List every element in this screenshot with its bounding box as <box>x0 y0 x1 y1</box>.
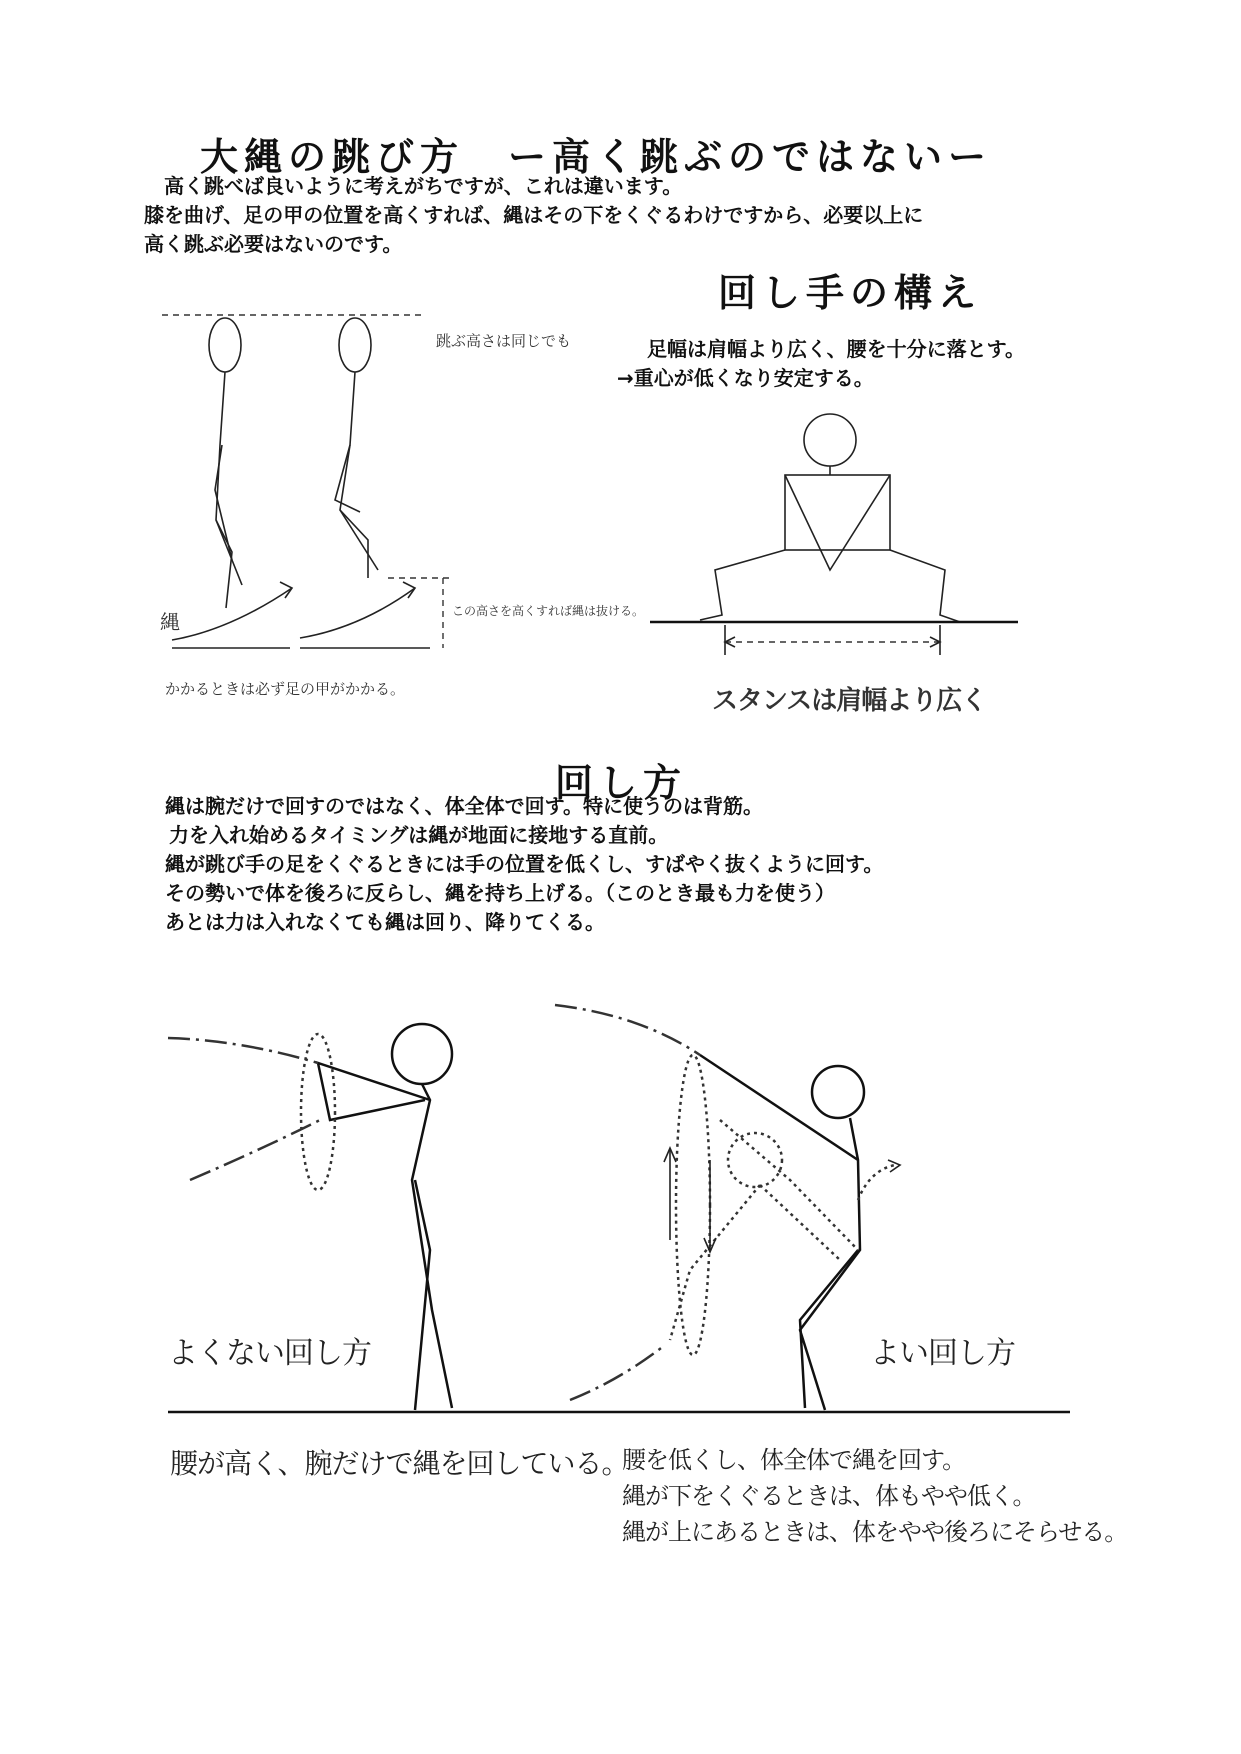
bad-caption: 腰が高く、腕だけで縄を回している。 <box>170 1447 629 1480</box>
section1-title: 大縄の跳び方 ー高く跳ぶのではないー <box>200 134 993 179</box>
bad-label: よくない回し方 <box>168 1336 371 1371</box>
section3-line: 縄は腕だけで回すのではなく、体全体で回す。特に使うのは背筋。 <box>165 794 763 818</box>
good-turner-figure <box>700 1055 864 1410</box>
ghost-head-circle <box>728 1133 782 1187</box>
rope-upper-good <box>555 1005 700 1055</box>
section3-line: 縄が跳び手の足をくぐるときには手の位置を低くし、すばやく抜くように回す。 <box>165 852 884 876</box>
rope-upper-bad <box>168 1038 318 1063</box>
section1-line: 膝を曲げ、足の甲の位置を高くすれば、縄はその下をくぐるわけですから、必要以上に <box>144 203 924 227</box>
section3-line: その勢いで体を後ろに反らし、縄を持ち上げる。（このとき最も力を使う） <box>165 881 835 905</box>
same-height-label: 跳ぶ高さは同じでも <box>436 332 572 350</box>
section3-title: 回し方 <box>555 760 688 805</box>
section1-line: 高く跳ぶ必要はないのです。 <box>144 232 403 256</box>
caught-label: かかるときは必ず足の甲がかかる。 <box>165 680 406 698</box>
section3-line: あとは力は入れなくても縄は回り、降りてくる。 <box>165 910 605 934</box>
good-caption <box>622 1442 1127 1550</box>
section1-line: 高く跳べば良いように考えがちですが、これは違います。 <box>144 174 683 198</box>
good-label: よい回し方 <box>870 1336 1015 1371</box>
section2-line: 足幅は肩幅より広く、腰を十分に落とす。 <box>647 337 1025 361</box>
rope-label: 縄 <box>160 610 180 634</box>
rope-orbit-good <box>676 1055 710 1355</box>
lean-back-arrow <box>858 1165 895 1200</box>
good-caption-line: 腰を低くし、体全体で縄を回す。 <box>622 1446 966 1474</box>
section2-line: →重心が低くなり安定する。 <box>617 366 874 390</box>
section3-line: 力を入れ始めるタイミングは縄が地面に接地する直前。 <box>169 823 669 847</box>
section2-title: 回し手の構え <box>718 270 983 315</box>
rope-lower-good <box>570 1345 665 1400</box>
good-caption-line: 縄が下をくぐるときは、体もやや低く。 <box>622 1482 1036 1510</box>
height-label: この高さを高くすれば縄は抜ける。 <box>452 604 645 618</box>
rope-orbit-bad <box>301 1034 335 1190</box>
good-caption-line: 縄が上にあるときは、体をやや後ろにそらせる。 <box>622 1518 1128 1546</box>
stance-label: スタンスは肩幅より広く <box>712 686 987 716</box>
